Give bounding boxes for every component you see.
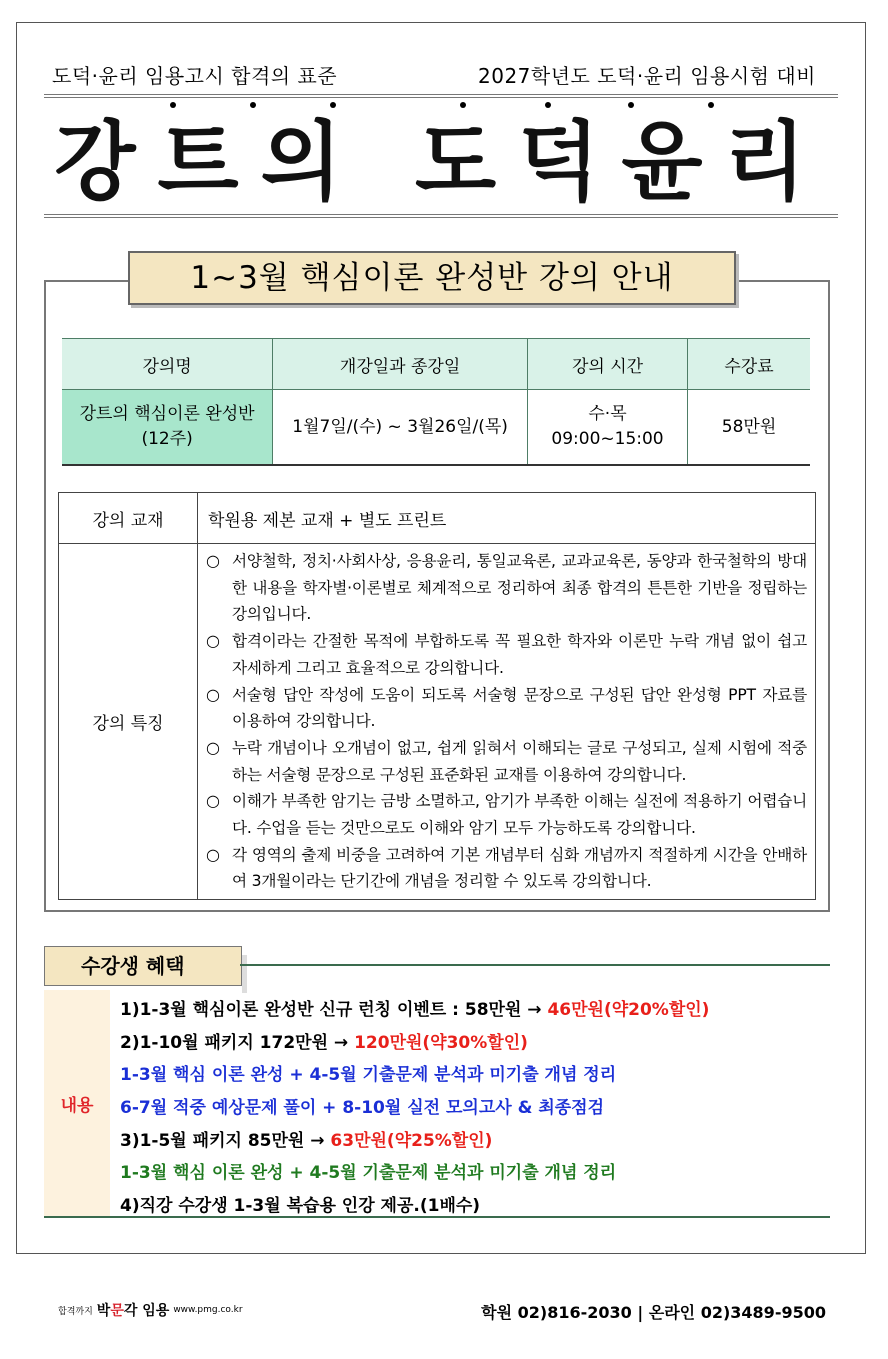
col-header-dates: 개강일과 종강일 — [273, 339, 528, 390]
emphasis-dot — [628, 102, 634, 108]
textbook-label: 강의 교재 — [59, 493, 198, 544]
brand-name: 박문각 임용 — [96, 1303, 170, 1319]
course-name: 강트의 핵심이론 완성반 — [79, 404, 255, 424]
list-item: ○ 누락 개념이나 오개념이 없고, 쉽게 읽혀서 이해되는 글로 구성되고, 실제 시험에 적중하는 서술형 문장으로 구성된 표준화된 교재를 이용하여 강의합니다. — [206, 735, 807, 788]
benefit-line-2: 2)1-10월 패키지 172만원 → 120만원(약30%할인) — [120, 1032, 528, 1053]
emphasis-dot — [545, 102, 551, 108]
benefit-line-3: 1-3월 핵심 이론 완성 + 4-5월 기출문제 분석과 미기출 개념 정리 — [120, 1065, 617, 1086]
benefit-line-5: 3)1-5월 패키지 85만원 → 63만원(약25%할인) — [120, 1130, 493, 1151]
footer-phones: 학원 02)816-2030 | 온라인 02)3489-9500 — [481, 1303, 826, 1322]
course-dates: 1월7일/(수) ~ 3월26일/(목) — [273, 390, 528, 466]
discount-price: 120만원(약30%할인) — [354, 1032, 528, 1053]
page-title: 강트의 도덕윤리 — [54, 111, 828, 212]
features-label: 강의 특징 — [59, 544, 198, 900]
course-time-cell — [527, 390, 687, 466]
list-item: ○ 각 영역의 출제 비중을 고려하여 기본 개념부터 심화 개념까지 적절하게 시간을 안배하여 3개월이라는 단기간에 개념을 정리할 수 있도록 강의합니다. — [206, 842, 807, 895]
footer-logo — [58, 1300, 243, 1320]
benefits-top-line — [240, 964, 830, 966]
emphasis-dot — [250, 102, 256, 108]
textbook-value: 학원용 제본 교재 + 별도 프린트 — [198, 493, 816, 544]
list-item: ○ 서술형 답안 작성에 도움이 되도록 서술형 문장으로 구성된 답안 완성형 PPT 자료를 이용하여 강의합니다. — [206, 682, 807, 735]
course-banner: 1~3월 핵심이론 완성반 강의 안내 — [128, 251, 736, 305]
footer-tagline: 합격까지 — [58, 1306, 93, 1317]
col-header-fee: 수강료 — [688, 339, 810, 390]
benefits-side-label: 내용 — [44, 990, 110, 1216]
list-item: ○ 합격이라는 간절한 목적에 부합하도록 꼭 필요한 학자와 이론만 누락 개념 없이 쉽고 자세하게 그리고 효율적으로 강의합니다. — [206, 628, 807, 681]
course-hours: 09:00~15:00 — [551, 429, 664, 449]
features-cell — [198, 544, 816, 900]
course-details-table — [58, 492, 816, 900]
table-row — [59, 493, 816, 544]
benefit-line-4: 6-7월 적중 예상문제 풀이 + 8-10월 실전 모의고사 & 최종점검 — [120, 1098, 605, 1119]
col-header-time: 강의 시간 — [527, 339, 687, 390]
benefits-bottom-line — [44, 1216, 830, 1218]
header-divider — [44, 94, 838, 98]
footer-url: www.pmg.co.kr — [173, 1305, 243, 1315]
course-name-cell — [62, 390, 273, 466]
course-duration: (12주) — [141, 429, 193, 449]
emphasis-dot — [170, 102, 176, 108]
table-row — [62, 390, 810, 466]
course-days: 수·목 — [588, 404, 627, 424]
emphasis-dot — [708, 102, 714, 108]
benefit-line-6: 1-3월 핵심 이론 완성 + 4-5월 기출문제 분석과 미기출 개념 정리 — [120, 1163, 617, 1184]
benefit-line-7: 4)직강 수강생 1-3월 복습용 인강 제공.(1배수) — [120, 1196, 481, 1217]
course-summary-table — [62, 338, 810, 466]
header-left-text: 도덕·윤리 임용고시 합격의 표준 — [52, 64, 338, 88]
benefits-title: 수강생 혜택 — [44, 946, 242, 986]
header-right-text: 2027학년도 도덕·윤리 임용시험 대비 — [478, 64, 816, 88]
benefit-line-1: 1)1-3월 핵심이론 완성반 신규 런칭 이벤트 : 58만원 → 46만원(약20%할인) — [120, 1000, 710, 1020]
title-divider — [44, 214, 838, 218]
table-header-row — [62, 339, 810, 390]
list-item: ○ 이해가 부족한 암기는 금방 소멸하고, 암기가 부족한 이해는 실전에 적용하기 어렵습니다. 수업을 듣는 것만으로도 이해와 암기 모두 가능하도록 강의합니다. — [206, 788, 807, 841]
list-item: ○ 서양철학, 정치·사회사상, 응용윤리, 통일교육론, 교과교육론, 동양과 한국철학의 방대한 내용을 학자별·이론별로 체계적으로 정리하여 최종 합격의 튼튼한 기반을 정립하는 강의입니다. — [206, 548, 807, 628]
discount-price: 63만원(약25%할인) — [330, 1130, 493, 1151]
course-fee: 58만원 — [688, 390, 810, 466]
col-header-name: 강의명 — [62, 339, 273, 390]
discount-price: 46만원(약20%할인) — [547, 1000, 710, 1020]
table-row — [59, 544, 816, 900]
benefits-list — [120, 994, 709, 1223]
features-list — [206, 548, 807, 895]
emphasis-dot — [460, 102, 466, 108]
emphasis-dot — [330, 102, 336, 108]
